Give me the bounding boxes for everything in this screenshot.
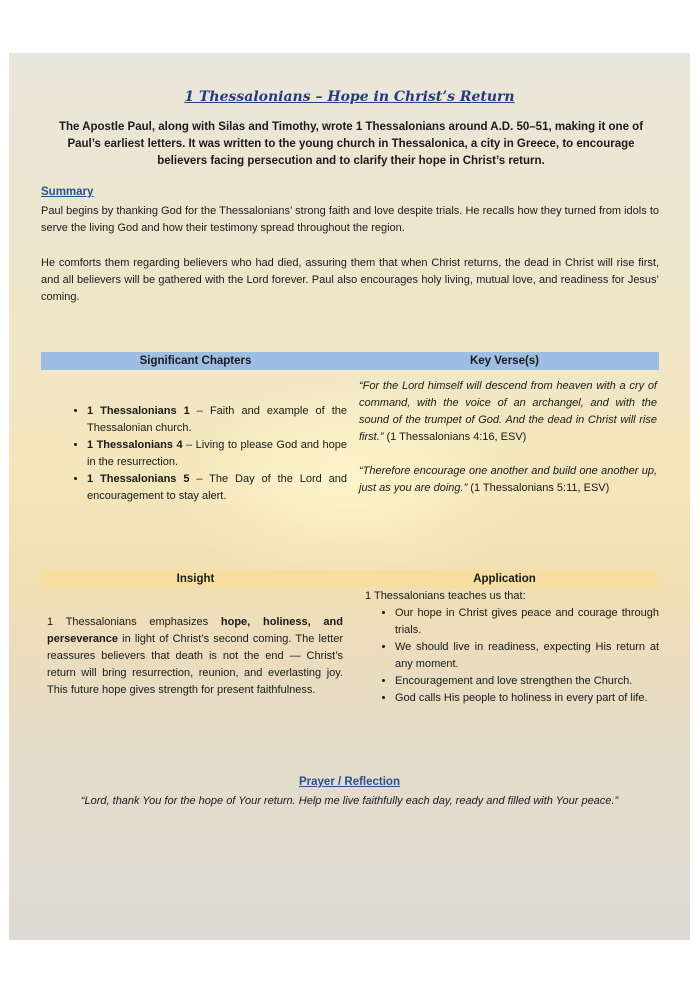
application-header: Application — [473, 573, 536, 585]
insight-emphasis: hope, holiness, and perseverance — [47, 616, 343, 645]
chapter-ref: 1 Thessalonians 4 — [87, 439, 183, 451]
key-verse — [359, 463, 657, 497]
significant-chapters — [41, 403, 347, 505]
prayer-heading: Prayer / Reflection — [299, 776, 400, 788]
chapter-ref: 1 Thessalonians 5 — [87, 473, 190, 485]
page-background — [9, 53, 690, 940]
key-verses-header: Key Verse(s) — [469, 355, 540, 367]
insight-text — [47, 614, 343, 699]
insight-pre: 1 Thessalonians emphasizes — [47, 616, 221, 628]
application-list — [355, 605, 659, 707]
chapter-desc: – Faith and example of the Thessalonian church. — [87, 405, 347, 434]
verse-quote: “For the Lord himself will descend from heaven with a cry of command, with the voice of an archangel, and with the sound of the trumpet of God. And the dead in Christ will rise first.” — [359, 380, 657, 443]
key-verse — [359, 378, 657, 446]
verse-ref: (1 Thessalonians 5:11, ESV) — [467, 482, 610, 494]
list-item: • God calls His people to holiness in every part of life. — [395, 690, 659, 707]
document-content — [9, 53, 690, 940]
insight-header: Insight — [176, 573, 215, 585]
list-item — [87, 471, 347, 505]
chapters-list — [41, 403, 347, 505]
list-item: • Our hope in Christ gives peace and courage through trials. — [395, 605, 659, 639]
chapter-desc: – The Day of the Lord and encouragement to stay alert. — [87, 473, 347, 502]
intro-paragraph: The Apostle Paul, along with Silas and Timothy, wrote 1 Thessalonians around A.D. 50–51, making it one of Paul’s earliest letters. It was written to the young church in Thessalonica, a city in Greece, to encourage believers facing persecution and to clarify their hope in Christ’s return. — [58, 121, 644, 167]
insight-application-header — [41, 570, 659, 588]
prayer-text: “Lord, thank You for the hope of Your return. Help me live faithfully each day, ready and filled with Your peace.” — [80, 795, 619, 807]
chapter-desc: – Living to please God and hope in the resurrection. — [87, 439, 347, 468]
list-item — [87, 403, 347, 437]
list-item: • Encouragement and love strengthen the Church. — [395, 673, 659, 690]
insight-post: in light of Christ’s second coming. The letter reassures believers that death is not the end — Christ’s return will bring resurrection, reunion, and everlasting joy. This future hope gives strength for present faithfulness. — [47, 633, 343, 696]
list-item — [87, 437, 347, 471]
page-title: 1 Thessalonians – Hope in Christ’s Return — [184, 89, 515, 105]
verse-ref: (1 Thessalonians 4:16, ESV) — [383, 431, 527, 443]
summary-paragraph-1: Paul begins by thanking God for the Thessalonians’ strong faith and love despite trials. He recalls how they turned from idols to serve the living God and how their testimony spread throughout the region. — [41, 205, 659, 234]
chapters-header: Significant Chapters — [139, 355, 252, 367]
verse-quote: “Therefore encourage one another and build one another up, just as you are doing.” — [359, 465, 657, 494]
chapters-verses-header — [41, 352, 659, 370]
key-verses — [359, 378, 657, 497]
summary-paragraph-2: He comforts them regarding believers who had died, assuring them that when Christ returns, the dead in Christ will rise first, and all believers will be gathered with the Lord forever. Paul also encourages holy living, mutual love, and readiness for Jesus’ coming. — [41, 257, 659, 303]
list-item: • We should live in readiness, expecting His return at any moment. — [395, 639, 659, 673]
application-intro: 1 Thessalonians teaches us that: — [365, 590, 526, 602]
summary-heading: Summary — [41, 186, 94, 198]
application-section — [355, 588, 659, 707]
chapter-ref: 1 Thessalonians 1 — [87, 405, 190, 417]
